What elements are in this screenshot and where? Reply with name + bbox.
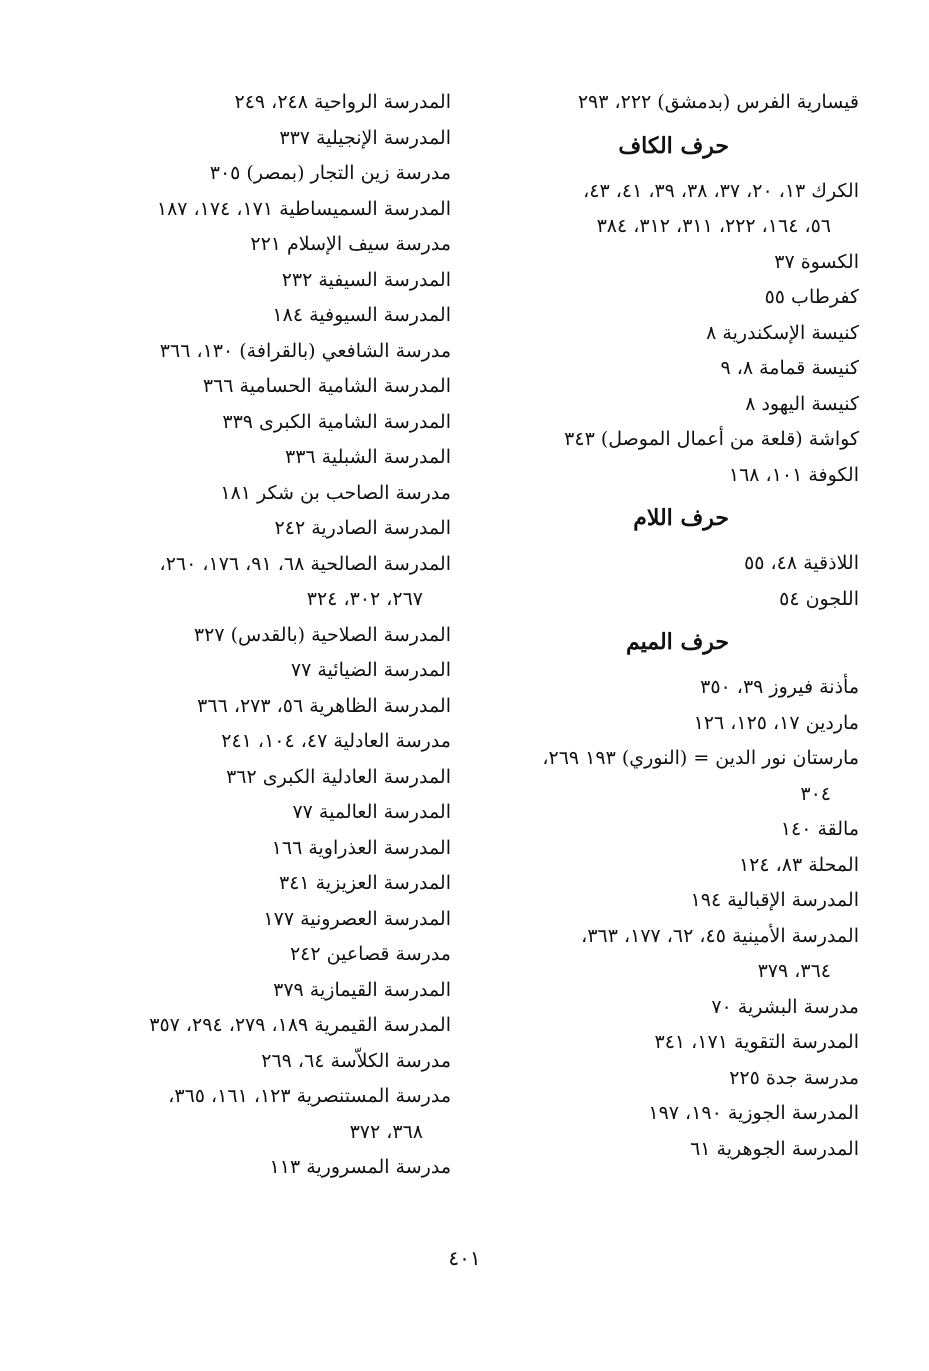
index-entry: مدرسة سيف الإسلام ٢٢١ [250, 233, 451, 255]
index-column-right [459, 85, 859, 1167]
index-entry: مدرسة قصاعين ٢٤٢ [289, 943, 451, 965]
index-entry: المدرسة الصلاحية (بالقدس) ٣٢٧ [193, 623, 451, 646]
index-entry: مدرسة جدة ٢٢٥ [729, 1066, 859, 1089]
index-column-left [51, 85, 451, 1186]
index-entry: المدرسة السيفية ٢٣٢ [281, 268, 451, 291]
index-entry: المدرسة الأمينية ٤٥، ٦٢، ١٧٧، ٣٦٣، [581, 924, 859, 947]
section-heading: حرف الميم [625, 629, 729, 655]
index-entry: الكرك ١٣، ٢٠، ٣٧، ٣٨، ٣٩، ٤١، ٤٣، [583, 179, 859, 202]
index-entry: كنيسة قمامة ٨، ٩ [720, 357, 859, 379]
index-entry-continuation: ٣٦٤، ٣٧٩ [757, 960, 831, 982]
index-entry: المدرسة العذراوية ١٦٦ [271, 836, 451, 859]
index-entry: مدرسة الصاحب بن شكر ١٨١ [220, 481, 451, 504]
index-entry: المدرسة الظاهرية ٥٦، ٢٧٣، ٣٦٦ [197, 694, 451, 717]
index-entry: المدرسة العالمية ٧٧ [292, 801, 451, 823]
index-entry: الكوفة ١٠١، ١٦٨ [728, 463, 859, 486]
index-entry: مدرسة الشافعي (بالقرافة) ١٣٠، ٣٦٦ [159, 339, 451, 362]
index-entry: كنيسة الإسكندرية ٨ [706, 321, 859, 344]
index-entry: المدرسة القيمرية ١٨٩، ٢٧٩، ٢٩٤، ٣٥٧ [149, 1014, 451, 1036]
section-heading: حرف اللام [633, 505, 729, 531]
index-entry: اللاذقية ٤٨، ٥٥ [744, 552, 859, 574]
index-entry: المدرسة القيمازية ٣٧٩ [273, 978, 451, 1001]
index-entry-continuation: ٥٦، ١٦٤، ٢٢٢، ٣١١، ٣١٢، ٣٨٤ [596, 215, 831, 237]
index-entry: المدرسة السيوفية ١٨٤ [272, 304, 451, 326]
index-entry: المدرسة التقوية ١٧١، ٣٤١ [654, 1031, 859, 1053]
index-entry: المدرسة الجوزية ١٩٠، ١٩٧ [648, 1102, 859, 1124]
index-entry-continuation: ٢٦٧، ٣٠٢، ٣٢٤ [306, 588, 423, 610]
index-entry: مدرسة المسرورية ١١٣ [269, 1156, 451, 1178]
index-entry: المدرسة العادلية الكبرى ٣٦٢ [226, 765, 451, 788]
index-entry: كفرطاب ٥٥ [764, 286, 859, 308]
index-entry: المدرسة الجوهرية ٦١ [690, 1137, 859, 1160]
index-entry: المدرسة الشبلية ٣٣٦ [285, 446, 451, 468]
index-entry: مدرسة زين التجار (بمصر) ٣٠٥ [209, 162, 451, 184]
index-entry: كنيسة اليهود ٨ [745, 392, 859, 415]
index-entry: ماردين ١٧، ١٢٥، ١٢٦ [693, 711, 859, 734]
index-entry: المدرسة الصالحية ٦٨، ٩١، ١٧٦، ٢٦٠، [159, 552, 451, 575]
index-entry: المدرسة الصادرية ٢٤٢ [274, 517, 451, 539]
index-entry: كواشة (قلعة من أعمال الموصل) ٣٤٣ [564, 428, 859, 450]
index-entry: اللجون ٥٤ [779, 587, 859, 610]
index-entry-continuation: ٣٦٨، ٣٧٢ [349, 1120, 423, 1143]
page-number: ٤٠١ [448, 1246, 481, 1270]
index-entry: مدرسة البشرية ٧٠ [711, 995, 859, 1018]
index-entry: مدرسة المستنصرية ١٢٣، ١٦١، ٣٦٥، [168, 1085, 451, 1107]
index-entry: مأذنة فيروز ٣٩، ٣٥٠ [700, 676, 859, 698]
index-entry: المدرسة الشامية الحسامية ٣٦٦ [202, 375, 451, 397]
index-entry: مدرسة الكلاّسة ٦٤، ٢٦٩ [261, 1049, 451, 1072]
index-entry: المدرسة الشامية الكبرى ٣٣٩ [222, 410, 451, 433]
index-entry: مالقة ١٤٠ [780, 818, 859, 840]
index-entry: الكسوة ٣٧ [774, 250, 859, 273]
index-entry: المدرسة الإقبالية ١٩٤ [690, 889, 859, 911]
index-entry: المحلة ٨٣، ١٢٤ [738, 853, 859, 876]
index-entry: مارستان نور الدين = (النوري) ١٩٣ ٢٦٩، [542, 747, 859, 769]
index-entry: المدرسة العزيزية ٣٤١ [279, 872, 451, 894]
index-entry: المدرسة العصرونية ١٧٧ [263, 907, 451, 930]
index-entry: مدرسة العادلية ٤٧، ١٠٤، ٢٤١ [221, 730, 451, 752]
section-heading: حرف الكاف [618, 132, 729, 159]
index-entry: المدرسة السميساطية ١٧١، ١٧٤، ١٨٧ [156, 197, 451, 220]
index-entry: المدرسة الرواحية ٢٤٨، ٢٤٩ [234, 91, 451, 113]
index-entry: قيسارية الفرس (بدمشق) ٢٢٢، ٢٩٣ [577, 91, 859, 113]
index-entry-continuation: ٣٠٤ [800, 782, 831, 805]
index-entry: المدرسة الإنجيلية ٣٣٧ [279, 126, 451, 149]
index-entry: المدرسة الضيائية ٧٧ [290, 659, 451, 681]
